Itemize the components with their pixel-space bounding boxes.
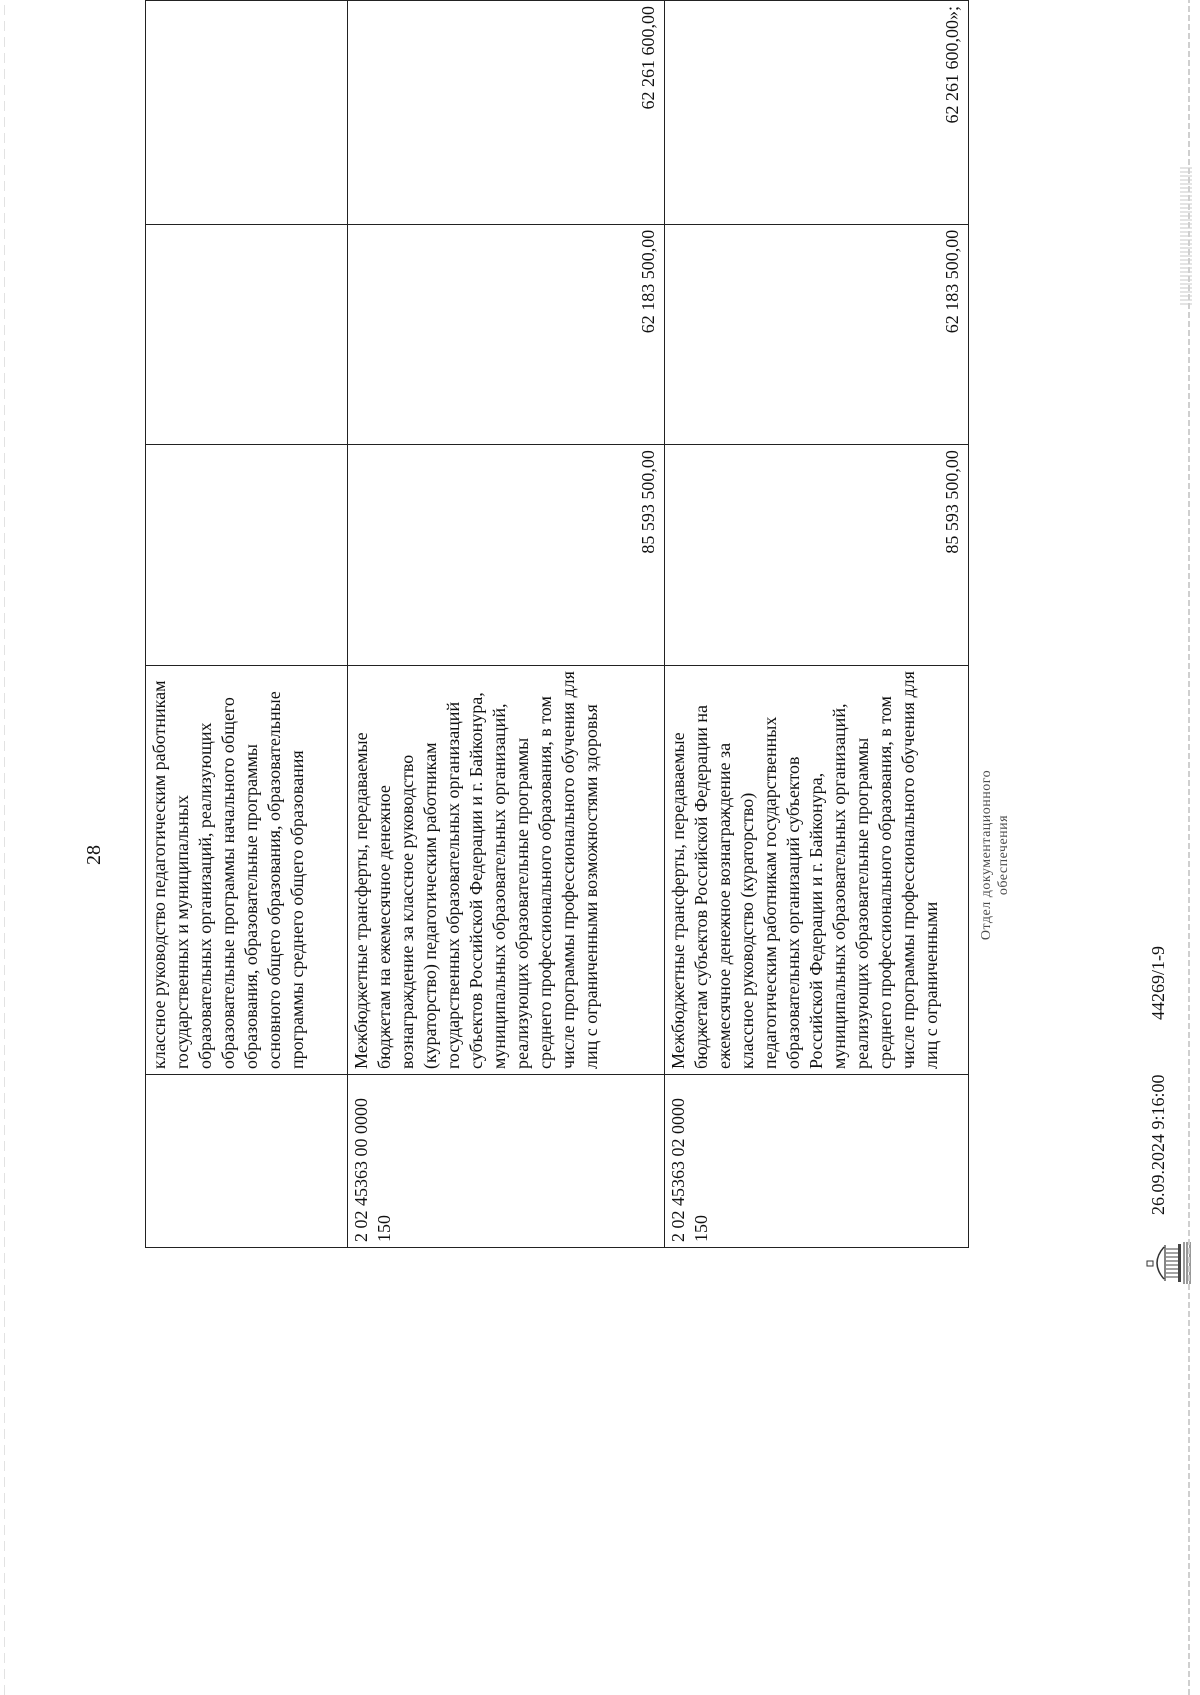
table-row — [146, 1, 348, 1248]
table-cell-amount — [348, 224, 665, 444]
amount-value: 62 261 600,00»; — [942, 6, 962, 124]
table-cell-amount — [665, 445, 969, 665]
table-cell-amount — [146, 445, 348, 665]
page-number: 28 — [83, 845, 105, 865]
table-row — [665, 1, 969, 1248]
scan-edge-top — [4, 0, 5, 1695]
table-cell-name: Межбюджетные трансферты, передаваемые бюджетам на ежемесячное денежное вознаграждение за классное руководство (кураторство) педагогическим работникам государственных образовательных организаций субъектов Российской Федерации и г. Байконура, муниципальных образовательных организаций, реализующих образовательные программы среднего профессионального образования, в том числе программы профессионального обучения для лиц с ограниченными возможностями здоровья — [348, 665, 665, 1074]
department-stamp — [978, 695, 1012, 1015]
stamp-line: Отдел документационного — [979, 769, 994, 941]
table-cell-amount — [348, 445, 665, 665]
table-cell-amount — [665, 224, 969, 444]
table-cell-amount — [146, 224, 348, 444]
amount-value: 62 183 500,00 — [942, 229, 962, 334]
table-cell-code: 2 02 45363 02 0000 150 — [665, 1075, 969, 1248]
table-cell-name: классное руководство педагогическим работникам государственных и муниципальных образовательных организаций, реализующих образовательные программы начального общего образования, образовательные программы основного общего образования, образовательные программы среднего общего образования — [146, 665, 348, 1074]
stamp-line: обеспечения — [996, 814, 1011, 896]
amount-value: 85 593 500,00 — [638, 450, 658, 554]
amount-value — [343, 6, 345, 219]
amount-value: 62 261 600,00 — [638, 6, 658, 110]
footer-document-number: 44269/1-9 — [1148, 946, 1168, 1020]
scan-artifact — [1180, 165, 1192, 305]
duma-building-logo-icon — [1146, 1239, 1192, 1287]
table-row — [348, 1, 665, 1248]
table-cell-amount — [665, 1, 969, 225]
table-cell-code — [146, 1075, 348, 1248]
footer-date: 26.09.2024 9:16:00 — [1148, 1074, 1168, 1215]
amount-value — [343, 450, 345, 659]
table-cell-amount — [146, 1, 348, 225]
scan-edge-bottom — [1188, 0, 1190, 1695]
amount-value — [343, 230, 345, 439]
amount-value: 62 183 500,00 — [638, 229, 658, 334]
table-cell-code: 2 02 45363 00 0000 150 — [348, 1075, 665, 1248]
amount-value: 85 593 500,00 — [942, 450, 962, 554]
table-cell-name: Межбюджетные трансферты, передаваемые бюджетам субъектов Российской Федерации на ежемесячное денежное вознаграждение за классное руководство (кураторство) педагогическим работникам государственных образовательных организаций субъектов Российской Федерации и г. Байконура, муниципальных образовательных организаций, реализующих образовательные программы среднего профессионального образования, в том числе программы профессионального обучения для лиц с ограниченными — [665, 665, 969, 1074]
table-cell-amount — [348, 1, 665, 225]
budget-table — [145, 0, 969, 1248]
